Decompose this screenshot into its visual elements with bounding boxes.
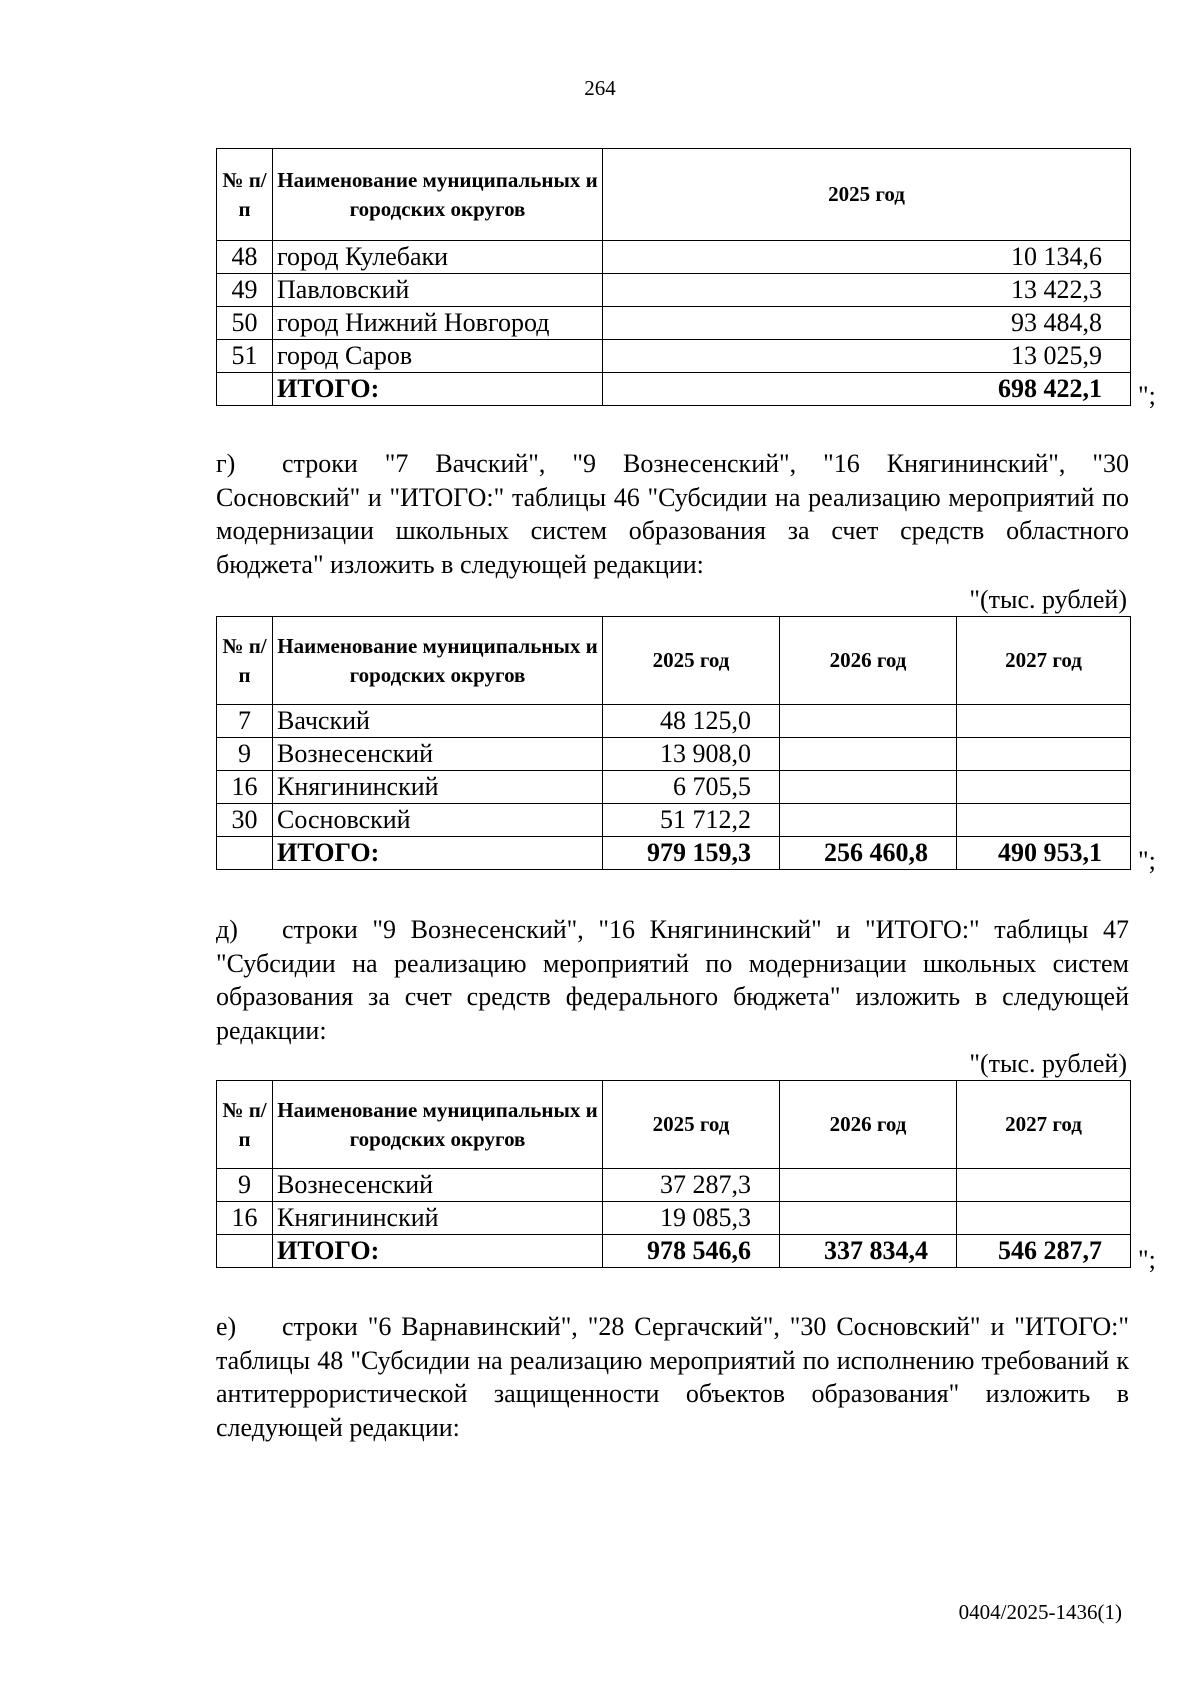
header-name: Наименование муниципальных и городских округов (273, 149, 603, 241)
total-2027: 546 287,7 (957, 1235, 1131, 1268)
row-no: 49 (217, 274, 273, 307)
row-no: 9 (217, 1169, 273, 1202)
table-row (217, 340, 1131, 373)
header-2025: 2025 год (603, 1081, 780, 1169)
header-name: Наименование муниципальных и городских округов (273, 1081, 603, 1169)
paragraph-g-letter: г) (216, 449, 236, 478)
paragraph-d-letter: д) (216, 915, 238, 944)
row-2025: 10 134,6 (603, 241, 1131, 274)
row-name: Княгининский (273, 771, 603, 804)
units-label-2: "(тыс. рублей) (969, 1049, 1127, 1078)
row-2027 (957, 738, 1131, 771)
row-name: город Саров (273, 340, 603, 373)
total-row (217, 373, 1131, 406)
table-header-row (217, 149, 1131, 241)
header-no: № п/п (217, 149, 273, 241)
total-2026: 337 834,4 (780, 1235, 957, 1268)
row-2025: 13 025,9 (603, 340, 1131, 373)
row-2026 (780, 1169, 957, 1202)
table-row (217, 1202, 1131, 1235)
table-row (217, 1169, 1131, 1202)
header-no: № п/п (217, 1081, 273, 1169)
header-2025: 2025 год (603, 149, 1131, 241)
header-name: Наименование муниципальных и городских округов (273, 617, 603, 705)
header-2027: 2027 год (957, 1081, 1131, 1169)
total-no (217, 373, 273, 406)
row-2027 (957, 1202, 1131, 1235)
total-label: ИТОГО: (273, 837, 603, 870)
header-2025: 2025 год (603, 617, 780, 705)
row-2026 (780, 705, 957, 738)
table-row (217, 307, 1131, 340)
paragraph-e (216, 1310, 1129, 1444)
table-row (217, 771, 1131, 804)
table-header-row (217, 1081, 1131, 1169)
row-name: Вознесенский (273, 1169, 603, 1202)
row-2026 (780, 771, 957, 804)
table-1 (216, 148, 1131, 406)
closing-quote-1: "; (1138, 381, 1156, 410)
row-no: 7 (217, 705, 273, 738)
table-row (217, 804, 1131, 837)
row-name: Княгининский (273, 1202, 603, 1235)
row-2026 (780, 1202, 957, 1235)
table-row (217, 738, 1131, 771)
row-name: Павловский (273, 274, 603, 307)
row-2025: 6 705,5 (603, 771, 780, 804)
row-2027 (957, 771, 1131, 804)
header-2027: 2027 год (957, 617, 1131, 705)
row-no: 16 (217, 771, 273, 804)
paragraph-d (216, 913, 1129, 1047)
header-no: № п/п (217, 617, 273, 705)
row-name: Сосновский (273, 804, 603, 837)
row-2025: 19 085,3 (603, 1202, 780, 1235)
row-2025: 93 484,8 (603, 307, 1131, 340)
table-row (217, 274, 1131, 307)
row-2025: 51 712,2 (603, 804, 780, 837)
row-2026 (780, 804, 957, 837)
total-no (217, 837, 273, 870)
row-no: 51 (217, 340, 273, 373)
closing-quote-3: "; (1138, 1245, 1156, 1274)
closing-quote-2: "; (1138, 846, 1156, 875)
table-row (217, 705, 1131, 738)
paragraph-g (216, 447, 1129, 581)
row-2027 (957, 804, 1131, 837)
total-row (217, 837, 1131, 870)
total-label: ИТОГО: (273, 373, 603, 406)
paragraph-d-text: строки "9 Вознесенский", "16 Княгининский" и "ИТОГО:" таблицы 47 "Субсидии на реализацию мероприятий по модернизации школьных систем образования за счет средств федерального бюджета" изложить в следующей редакции: (216, 915, 1129, 1045)
table-2 (216, 616, 1131, 870)
total-no (217, 1235, 273, 1268)
row-name: город Нижний Новгород (273, 307, 603, 340)
row-name: Вознесенский (273, 738, 603, 771)
table-3 (216, 1080, 1131, 1268)
row-2025: 37 287,3 (603, 1169, 780, 1202)
total-label: ИТОГО: (273, 1235, 603, 1268)
row-no: 16 (217, 1202, 273, 1235)
total-2026: 256 460,8 (780, 837, 957, 870)
total-2025: 698 422,1 (603, 373, 1131, 406)
total-2027: 490 953,1 (957, 837, 1131, 870)
paragraph-g-text: строки "7 Вачский", "9 Вознесенский", "16 Княгининский", "30 Сосновский" и "ИТОГО:" таблицы 46 "Субсидии на реализацию мероприятий по модернизации школьных систем образования за счет средств областного бюджета" изложить в следующей редакции: (216, 449, 1129, 579)
row-2025: 13 908,0 (603, 738, 780, 771)
paragraph-e-text: строки "6 Варнавинский", "28 Сергачский", "30 Сосновский" и "ИТОГО:" таблицы 48 "Субсидии на реализацию мероприятий по исполнению требований к антитеррористической защищенности объектов образования" изложить в следующей редакции: (216, 1312, 1129, 1442)
page-number: 264 (584, 76, 616, 100)
row-no: 9 (217, 738, 273, 771)
total-row (217, 1235, 1131, 1268)
paragraph-e-letter: е) (216, 1312, 237, 1341)
row-2026 (780, 738, 957, 771)
row-name: город Кулебаки (273, 241, 603, 274)
header-2026: 2026 год (780, 1081, 957, 1169)
row-no: 50 (217, 307, 273, 340)
row-2027 (957, 1169, 1131, 1202)
row-2025: 48 125,0 (603, 705, 780, 738)
row-no: 30 (217, 804, 273, 837)
table-header-row (217, 617, 1131, 705)
total-2025: 979 159,3 (603, 837, 780, 870)
units-label-1: "(тыс. рублей) (969, 585, 1127, 614)
header-2026: 2026 год (780, 617, 957, 705)
row-no: 48 (217, 241, 273, 274)
total-2025: 978 546,6 (603, 1235, 780, 1268)
table-row (217, 241, 1131, 274)
row-2025: 13 422,3 (603, 274, 1131, 307)
row-name: Вачский (273, 705, 603, 738)
row-2027 (957, 705, 1131, 738)
document-code: 0404/2025-1436(1) (958, 1600, 1122, 1624)
